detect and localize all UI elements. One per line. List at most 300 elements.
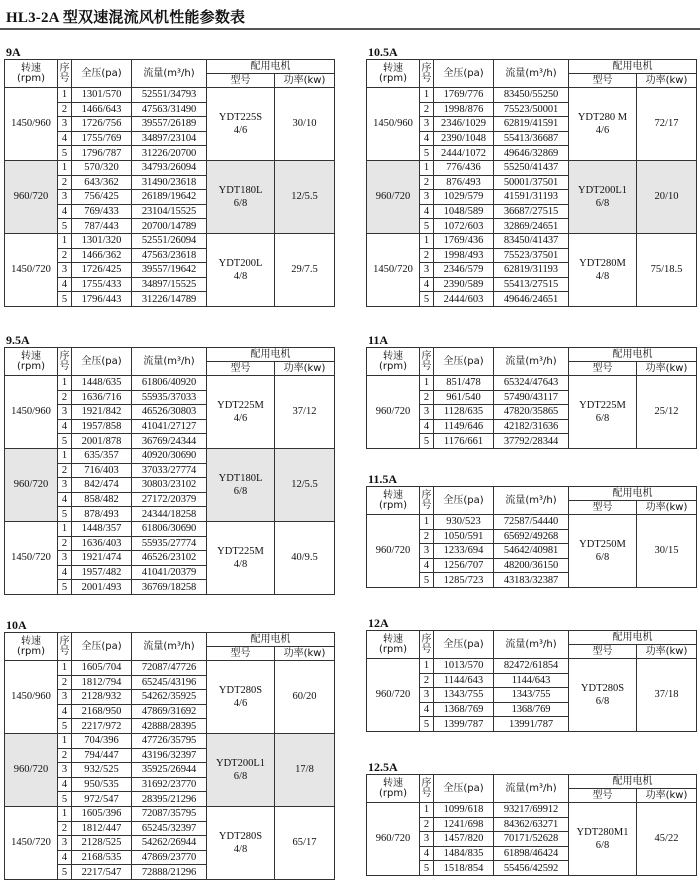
seq-cell: 4: [58, 131, 72, 146]
model-block: [4, 45, 334, 307]
seq-cell: 4: [58, 850, 72, 865]
motor-power-cell: 37/18: [637, 659, 697, 732]
header-pressure: 全压(pa): [72, 60, 132, 88]
flow-cell: 65324/47643: [494, 376, 569, 391]
motor-model-cell: [569, 88, 637, 161]
pressure-cell: 1343/755: [434, 688, 494, 703]
motor-model-cell: [569, 233, 637, 306]
motor-model-cell: [207, 806, 275, 879]
motor-model-text: YDT180L 6/8: [218, 184, 263, 209]
seq-cell: 4: [58, 419, 72, 434]
spec-table: [366, 486, 697, 588]
motor-model-text: YDT280M 4/8: [579, 257, 626, 282]
motor-model-text: YDT225M 4/6: [217, 399, 264, 424]
seq-cell: 1: [420, 160, 434, 175]
header-seq: [58, 60, 72, 88]
pressure-cell: 2444/603: [434, 292, 494, 307]
seq-cell: 4: [420, 702, 434, 717]
motor-model-cell: [569, 376, 637, 449]
seq-cell: 1: [420, 515, 434, 530]
header-seq: [420, 631, 434, 659]
flow-cell: 83450/41437: [494, 233, 569, 248]
motor-power-cell: 60/20: [275, 661, 335, 734]
flow-cell: 46526/23102: [132, 551, 207, 566]
header-speed-label: 转速: [21, 635, 41, 647]
seq-cell: 1: [420, 659, 434, 674]
pressure-cell: 1241/698: [434, 817, 494, 832]
header-model: 型号: [569, 789, 637, 803]
seq-cell: 5: [420, 717, 434, 732]
header-model: 型号: [207, 74, 275, 88]
motor-model-text: YDT200L 4/8: [218, 257, 263, 282]
pressure-cell: 1921/842: [72, 405, 132, 420]
flow-cell: 50001/37501: [494, 175, 569, 190]
seq-cell: 1: [58, 733, 72, 748]
pressure-cell: 1368/769: [434, 702, 494, 717]
pressure-cell: 1301/320: [72, 233, 132, 248]
seq-cell: 3: [58, 690, 72, 705]
header-speed: [367, 348, 420, 376]
header-motor: 配用电机: [569, 775, 697, 789]
flow-cell: 75523/37501: [494, 248, 569, 263]
motor-power-cell: 45/22: [637, 803, 697, 876]
flow-cell: 82472/61854: [494, 659, 569, 674]
header-speed-unit: (rpm): [16, 72, 45, 84]
header-speed-unit: (rpm): [378, 72, 407, 84]
seq-cell: 5: [420, 573, 434, 588]
motor-power-cell: 17/8: [275, 733, 335, 806]
flow-cell: 49646/32869: [494, 146, 569, 161]
seq-cell: 3: [420, 190, 434, 205]
seq-cell: 5: [58, 292, 72, 307]
pressure-cell: 1466/643: [72, 102, 132, 117]
pressure-cell: 1769/776: [434, 88, 494, 103]
header-speed-label: 转速: [383, 62, 403, 74]
flow-cell: 61898/46424: [494, 846, 569, 861]
model-title: 10.5A: [368, 45, 398, 59]
motor-power-cell: 12/5.5: [275, 160, 335, 233]
motor-model-text: YDT280M1 6/8: [576, 826, 629, 851]
motor-model-text: YDT280 M 4/6: [577, 111, 628, 136]
pressure-cell: 1029/579: [434, 190, 494, 205]
motor-model-cell: [207, 88, 275, 161]
motor-model-text: YDT200L1 6/8: [578, 184, 627, 209]
seq-cell: 1: [420, 803, 434, 818]
speed-cell: 1450/960: [5, 88, 58, 161]
spec-table: [4, 347, 335, 595]
pressure-cell: 851/478: [434, 376, 494, 391]
motor-model-text: YDT225S 4/6: [218, 111, 263, 136]
seq-cell: 5: [420, 434, 434, 449]
seq-cell: 3: [58, 836, 72, 851]
pressure-cell: 2168/535: [72, 850, 132, 865]
seq-cell: 3: [58, 478, 72, 493]
spec-table: [4, 632, 335, 880]
header-power: 功率(kw): [637, 74, 697, 88]
motor-model-cell: [207, 160, 275, 233]
seq-cell: 3: [420, 117, 434, 132]
flow-cell: 26189/19642: [132, 190, 207, 205]
seq-cell: 2: [420, 248, 434, 263]
flow-cell: 41591/31193: [494, 190, 569, 205]
flow-cell: 54262/26944: [132, 836, 207, 851]
motor-model-cell: [207, 233, 275, 306]
pressure-cell: 1957/482: [72, 565, 132, 580]
speed-cell: 1450/720: [367, 233, 420, 306]
seq-cell: 3: [58, 551, 72, 566]
seq-cell: 3: [420, 405, 434, 420]
table-row: [5, 661, 335, 676]
pressure-cell: 1448/635: [72, 376, 132, 391]
pressure-cell: 2001/493: [72, 580, 132, 595]
header-speed-label: 转速: [21, 350, 41, 362]
header-flow: 流量(m³/h): [132, 633, 207, 661]
header-speed-label: 转速: [383, 489, 403, 501]
flow-cell: 70171/52628: [494, 832, 569, 847]
pressure-cell: 876/493: [434, 175, 494, 190]
spec-table: [366, 630, 697, 732]
pressure-cell: 1176/661: [434, 434, 494, 449]
seq-cell: 2: [420, 529, 434, 544]
seq-cell: 2: [58, 748, 72, 763]
seq-cell: 2: [58, 536, 72, 551]
pressure-cell: 1448/357: [72, 521, 132, 536]
seq-cell: 1: [58, 661, 72, 676]
flow-cell: 54262/35925: [132, 690, 207, 705]
header-seq-label: 序号: [421, 62, 432, 84]
motor-power-cell: 65/17: [275, 806, 335, 879]
speed-cell: 1450/720: [5, 521, 58, 594]
pressure-cell: 1812/447: [72, 821, 132, 836]
seq-cell: 5: [58, 146, 72, 161]
model-title: 11.5A: [368, 472, 398, 486]
pressure-cell: 1921/474: [72, 551, 132, 566]
header-speed-unit: (rpm): [378, 360, 407, 372]
seq-cell: 3: [420, 263, 434, 278]
pressure-cell: 1796/787: [72, 146, 132, 161]
pressure-cell: 1149/646: [434, 419, 494, 434]
pressure-cell: 972/547: [72, 792, 132, 807]
pressure-cell: 1256/707: [434, 558, 494, 573]
table-row: [5, 733, 335, 748]
seq-cell: 4: [420, 277, 434, 292]
flow-cell: 28395/21296: [132, 792, 207, 807]
model-block: [366, 333, 696, 449]
pressure-cell: 1796/443: [72, 292, 132, 307]
seq-cell: 3: [420, 688, 434, 703]
flow-cell: 1343/755: [494, 688, 569, 703]
header-motor: 配用电机: [569, 348, 697, 362]
speed-cell: 960/720: [5, 733, 58, 806]
header-flow: 流量(m³/h): [132, 60, 207, 88]
flow-cell: 20700/14789: [132, 219, 207, 234]
flow-cell: 31692/23770: [132, 777, 207, 792]
speed-cell: 960/720: [5, 448, 58, 521]
spec-table: [366, 347, 697, 449]
speed-cell: 960/720: [367, 659, 420, 732]
seq-cell: 2: [58, 390, 72, 405]
header-model: 型号: [207, 362, 275, 376]
motor-power-cell: 12/5.5: [275, 448, 335, 521]
speed-cell: 1450/720: [5, 233, 58, 306]
flow-cell: 52551/26094: [132, 233, 207, 248]
header-seq-label: 序号: [59, 62, 70, 84]
motor-model-text: YDT280S 6/8: [580, 682, 625, 707]
seq-cell: 4: [58, 277, 72, 292]
pressure-cell: 1636/716: [72, 390, 132, 405]
table-row: [5, 160, 335, 175]
motor-model-cell: [569, 160, 637, 233]
page-title: HL3-2A 型双速混流风机性能参数表: [6, 10, 246, 26]
header-pressure: 全压(pa): [434, 348, 494, 376]
pressure-cell: 1457/820: [434, 832, 494, 847]
motor-power-cell: 30/10: [275, 88, 335, 161]
seq-cell: 5: [58, 719, 72, 734]
pressure-cell: 1957/858: [72, 419, 132, 434]
model-title: 11A: [368, 333, 389, 347]
motor-model-text: YDT225M 4/8: [217, 545, 264, 570]
flow-cell: 93217/69912: [494, 803, 569, 818]
motor-model-text: YDT200L1 6/8: [216, 757, 265, 782]
seq-cell: 2: [58, 821, 72, 836]
model-block: [366, 760, 696, 876]
header-model: 型号: [207, 647, 275, 661]
header-pressure: 全压(pa): [434, 775, 494, 803]
motor-model-cell: [569, 803, 637, 876]
seq-cell: 2: [420, 817, 434, 832]
flow-cell: 47820/35865: [494, 405, 569, 420]
motor-power-cell: 25/12: [637, 376, 697, 449]
flow-cell: 55935/27774: [132, 536, 207, 551]
header-seq: [58, 633, 72, 661]
header-pressure: 全压(pa): [434, 487, 494, 515]
seq-cell: 1: [58, 376, 72, 391]
header-seq: [420, 487, 434, 515]
header-power: 功率(kw): [637, 789, 697, 803]
model-block: [366, 472, 696, 588]
header-speed: [367, 60, 420, 88]
seq-cell: 2: [58, 102, 72, 117]
flow-cell: 39557/19642: [132, 263, 207, 278]
seq-cell: 3: [420, 544, 434, 559]
seq-cell: 1: [420, 233, 434, 248]
header-power: 功率(kw): [637, 501, 697, 515]
seq-cell: 1: [58, 160, 72, 175]
header-seq-label: 序号: [421, 633, 432, 655]
pressure-cell: 2217/972: [72, 719, 132, 734]
model-title: 12A: [368, 616, 389, 630]
flow-cell: 35925/26944: [132, 763, 207, 778]
motor-power-cell: 40/9.5: [275, 521, 335, 594]
header-model: 型号: [569, 645, 637, 659]
table-row: [367, 160, 697, 175]
flow-cell: 48200/36150: [494, 558, 569, 573]
header-seq: [420, 775, 434, 803]
flow-cell: 55935/37033: [132, 390, 207, 405]
model-title: 10A: [6, 618, 27, 632]
header-flow: 流量(m³/h): [494, 487, 569, 515]
motor-model-cell: [569, 515, 637, 588]
seq-cell: 3: [58, 117, 72, 132]
pressure-cell: 1769/436: [434, 233, 494, 248]
model-title: 12.5A: [368, 760, 398, 774]
pressure-cell: 2128/525: [72, 836, 132, 851]
seq-cell: 2: [58, 248, 72, 263]
motor-power-cell: 37/12: [275, 376, 335, 449]
pressure-cell: 2001/878: [72, 434, 132, 449]
seq-cell: 2: [420, 390, 434, 405]
header-motor: 配用电机: [569, 631, 697, 645]
spec-table: [366, 59, 697, 307]
flow-cell: 57490/43117: [494, 390, 569, 405]
flow-cell: 49646/24651: [494, 292, 569, 307]
seq-cell: 1: [58, 521, 72, 536]
flow-cell: 47869/23770: [132, 850, 207, 865]
motor-model-text: YDT180L 6/8: [218, 472, 263, 497]
pressure-cell: 1755/433: [72, 277, 132, 292]
table-row: [367, 515, 697, 530]
flow-cell: 55413/27515: [494, 277, 569, 292]
table-row: [367, 659, 697, 674]
header-pressure: 全压(pa): [72, 633, 132, 661]
flow-cell: 65692/49268: [494, 529, 569, 544]
pressure-cell: 1233/694: [434, 544, 494, 559]
header-speed: [367, 775, 420, 803]
pressure-cell: 1998/876: [434, 102, 494, 117]
pressure-cell: 704/396: [72, 733, 132, 748]
flow-cell: 32869/24651: [494, 219, 569, 234]
seq-cell: 5: [420, 146, 434, 161]
model-block: [4, 618, 334, 880]
motor-model-cell: [207, 661, 275, 734]
flow-cell: 65245/43196: [132, 675, 207, 690]
seq-cell: 2: [420, 673, 434, 688]
header-speed-unit: (rpm): [378, 499, 407, 511]
pressure-cell: 842/474: [72, 478, 132, 493]
flow-cell: 24344/18258: [132, 507, 207, 522]
speed-cell: 960/720: [367, 803, 420, 876]
seq-cell: 1: [58, 88, 72, 103]
flow-cell: 23104/15525: [132, 204, 207, 219]
flow-cell: 1144/643: [494, 673, 569, 688]
flow-cell: 47726/35795: [132, 733, 207, 748]
seq-cell: 2: [58, 675, 72, 690]
pressure-cell: 716/403: [72, 463, 132, 478]
pressure-cell: 1072/603: [434, 219, 494, 234]
header-speed: [5, 633, 58, 661]
seq-cell: 1: [420, 376, 434, 391]
flow-cell: 13991/787: [494, 717, 569, 732]
flow-cell: 84362/63271: [494, 817, 569, 832]
pressure-cell: 961/540: [434, 390, 494, 405]
pressure-cell: 1726/756: [72, 117, 132, 132]
flow-cell: 72087/35795: [132, 806, 207, 821]
seq-cell: 3: [58, 190, 72, 205]
flow-cell: 43183/32387: [494, 573, 569, 588]
speed-cell: 960/720: [367, 376, 420, 449]
header-speed: [367, 631, 420, 659]
seq-cell: 3: [58, 405, 72, 420]
header-model: 型号: [569, 74, 637, 88]
header-flow: 流量(m³/h): [494, 775, 569, 803]
header-seq-label: 序号: [421, 777, 432, 799]
seq-cell: 2: [58, 463, 72, 478]
flow-cell: 27172/20379: [132, 492, 207, 507]
pressure-cell: 1484/835: [434, 846, 494, 861]
table-row: [367, 233, 697, 248]
header-model: 型号: [569, 501, 637, 515]
seq-cell: 5: [58, 219, 72, 234]
seq-cell: 2: [420, 175, 434, 190]
motor-model-cell: [569, 659, 637, 732]
pressure-cell: 1518/854: [434, 861, 494, 876]
flow-cell: 34793/26094: [132, 160, 207, 175]
seq-cell: 5: [58, 434, 72, 449]
pressure-cell: 878/493: [72, 507, 132, 522]
flow-cell: 65245/32397: [132, 821, 207, 836]
table-row: [367, 88, 697, 103]
flow-cell: 42888/28395: [132, 719, 207, 734]
seq-cell: 5: [58, 580, 72, 595]
seq-cell: 4: [420, 419, 434, 434]
flow-cell: 31226/20700: [132, 146, 207, 161]
flow-cell: 54642/40981: [494, 544, 569, 559]
table-row: [5, 806, 335, 821]
pressure-cell: 2128/932: [72, 690, 132, 705]
seq-cell: 4: [420, 558, 434, 573]
pressure-cell: 1050/591: [434, 529, 494, 544]
flow-cell: 36769/18258: [132, 580, 207, 595]
pressure-cell: 2217/547: [72, 865, 132, 880]
header-flow: 流量(m³/h): [494, 631, 569, 659]
header-seq-label: 序号: [421, 489, 432, 511]
motor-model-text: YDT250M 6/8: [579, 538, 626, 563]
flow-cell: 30803/23102: [132, 478, 207, 493]
pressure-cell: 1755/769: [72, 131, 132, 146]
header-seq: [58, 348, 72, 376]
flow-cell: 75523/50001: [494, 102, 569, 117]
flow-cell: 43196/32397: [132, 748, 207, 763]
speed-cell: 960/720: [5, 160, 58, 233]
header-seq: [420, 348, 434, 376]
flow-cell: 34897/15525: [132, 277, 207, 292]
flow-cell: 55413/36687: [494, 131, 569, 146]
pressure-cell: 1636/403: [72, 536, 132, 551]
header-motor: 配用电机: [569, 487, 697, 501]
flow-cell: 47869/31692: [132, 704, 207, 719]
seq-cell: 5: [420, 292, 434, 307]
header-power: 功率(kw): [275, 647, 335, 661]
header-flow: 流量(m³/h): [132, 348, 207, 376]
motor-power-cell: 30/15: [637, 515, 697, 588]
flow-cell: 72587/54440: [494, 515, 569, 530]
seq-cell: 1: [58, 233, 72, 248]
seq-cell: 4: [420, 846, 434, 861]
header-pressure: 全压(pa): [434, 60, 494, 88]
flow-cell: 61806/40920: [132, 376, 207, 391]
flow-cell: 47563/31490: [132, 102, 207, 117]
pressure-cell: 1998/493: [434, 248, 494, 263]
header-speed-label: 转速: [383, 350, 403, 362]
seq-cell: 2: [420, 102, 434, 117]
flow-cell: 41041/20379: [132, 565, 207, 580]
flow-cell: 41041/27127: [132, 419, 207, 434]
seq-cell: 5: [420, 861, 434, 876]
flow-cell: 72888/21296: [132, 865, 207, 880]
pressure-cell: 2390/589: [434, 277, 494, 292]
speed-cell: 960/720: [367, 515, 420, 588]
flow-cell: 55250/41437: [494, 160, 569, 175]
